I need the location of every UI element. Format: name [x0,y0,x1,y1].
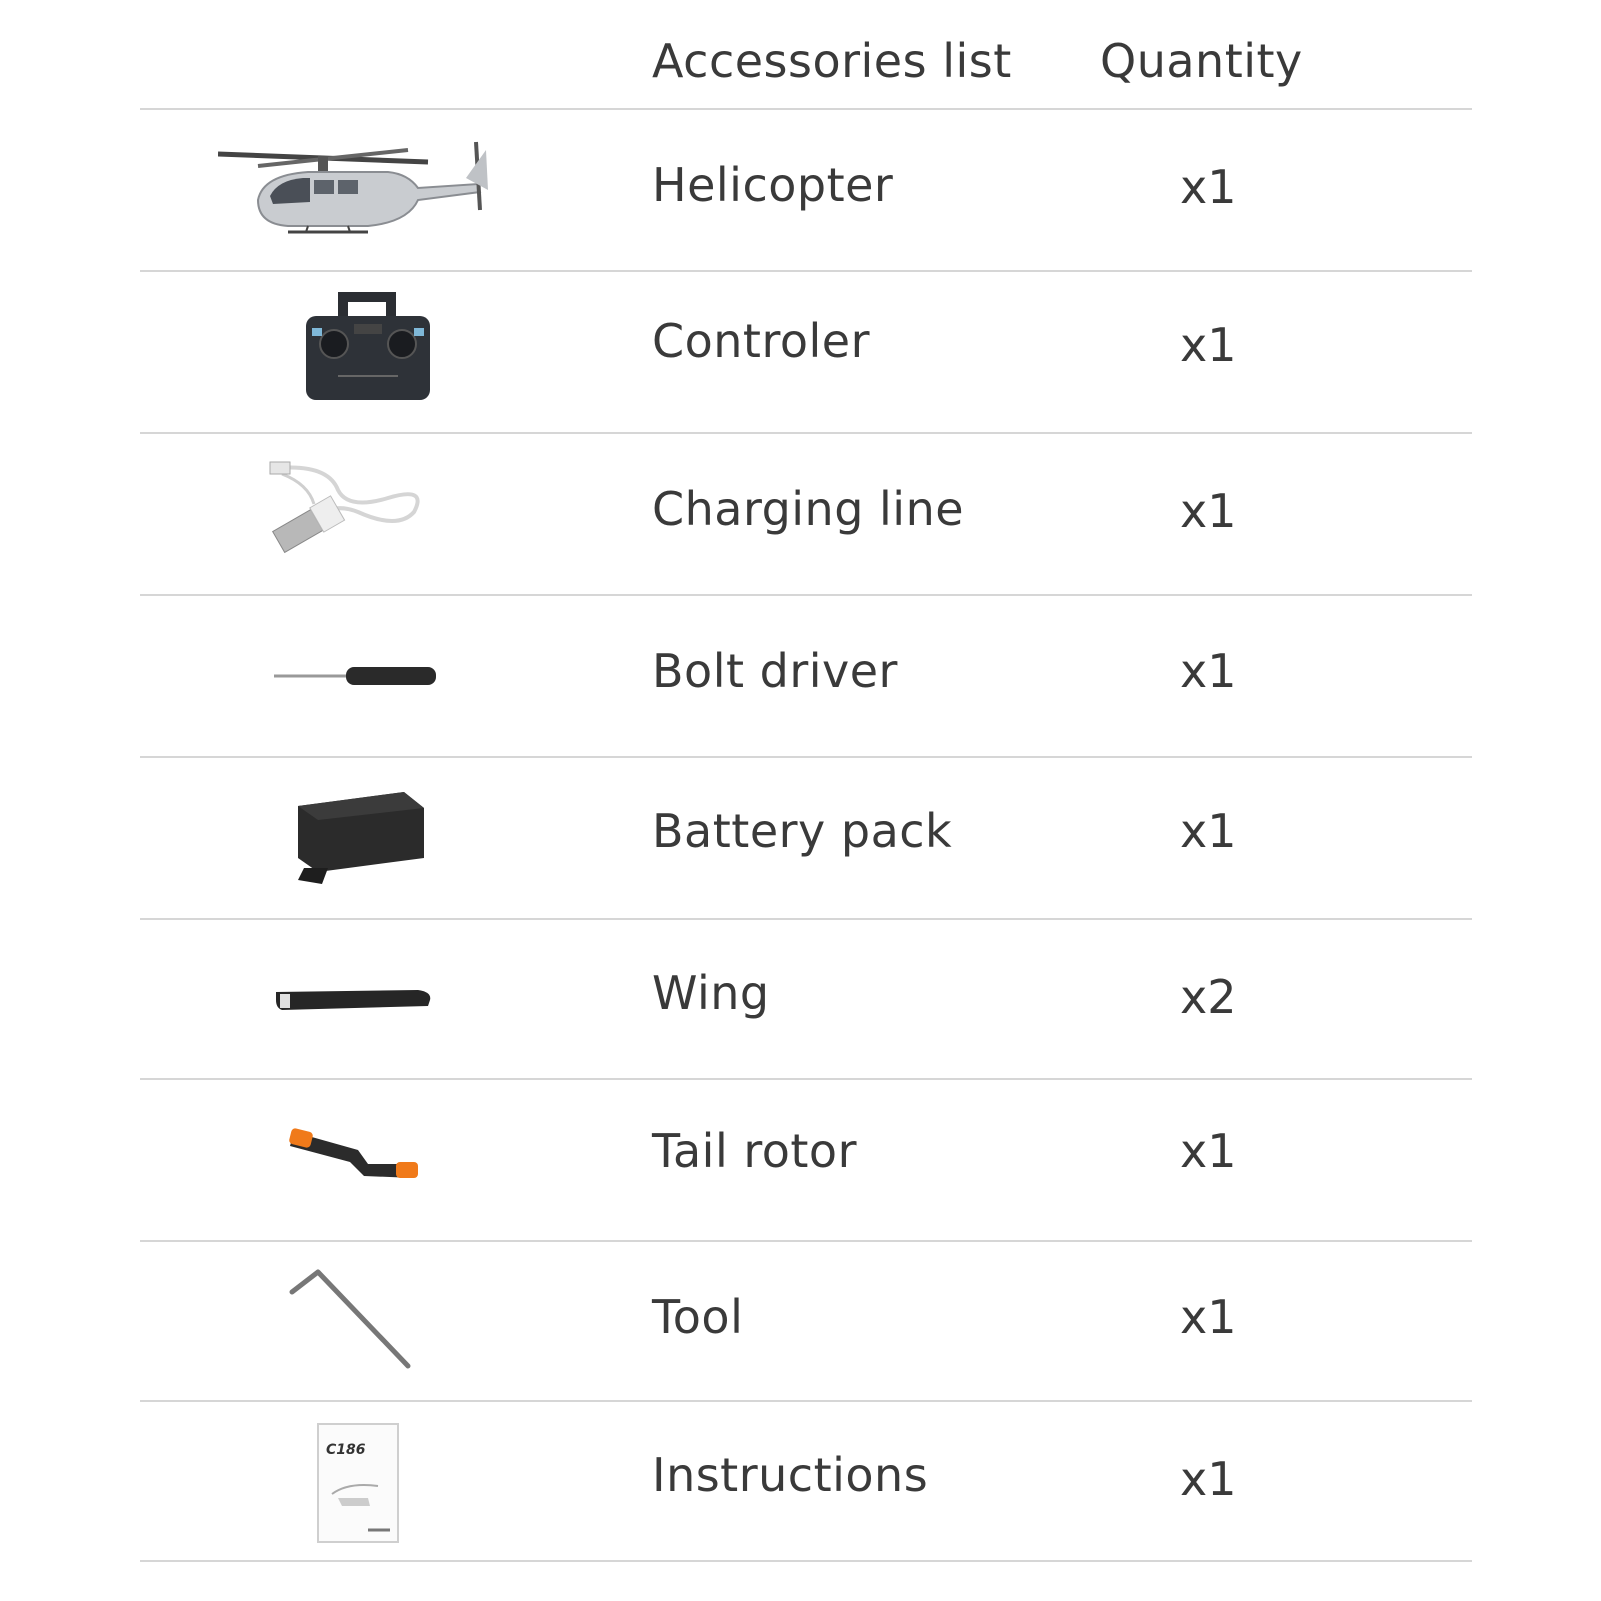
manual-icon [218,1402,618,1562]
table-row [140,920,1472,1080]
table-row [140,1402,1472,1562]
item-quantity: x2 [1180,970,1237,1024]
usb-cable-icon [218,434,618,594]
table-header [0,0,1601,110]
item-quantity: x1 [1180,1290,1237,1344]
item-quantity: x1 [1180,318,1237,372]
manual-cover-text: C186 [326,1442,366,1458]
divider [140,1560,1472,1562]
item-name: Instructions [652,1448,929,1502]
item-quantity: x1 [1180,1124,1237,1178]
table-row [140,1080,1472,1240]
item-quantity: x1 [1180,804,1237,858]
item-quantity: x1 [1180,1452,1237,1506]
hex-key-icon [218,1242,618,1402]
rotor-blade-icon [218,920,618,1080]
table-row [140,596,1472,756]
table-row [140,434,1472,594]
header-accessories-list: Accessories list [652,34,1012,88]
item-name: Battery pack [652,804,953,858]
table-row [140,758,1472,918]
item-name: Tool [652,1290,744,1344]
item-quantity: x1 [1180,644,1237,698]
item-quantity: x1 [1180,484,1237,538]
tail-rotor-icon [218,1080,618,1240]
table-row [140,1242,1472,1402]
table-row [140,110,1472,270]
helicopter-icon [218,110,618,270]
item-name: Charging line [652,482,965,536]
item-name: Controler [652,314,870,368]
item-quantity: x1 [1180,160,1237,214]
header-quantity: Quantity [1100,34,1303,88]
battery-icon [218,758,618,918]
remote-controller-icon [218,272,618,432]
item-name: Bolt driver [652,644,898,698]
item-name: Helicopter [652,158,894,212]
item-name: Tail rotor [652,1124,857,1178]
screwdriver-icon [218,596,618,756]
table-row [140,272,1472,432]
item-name: Wing [652,966,770,1020]
